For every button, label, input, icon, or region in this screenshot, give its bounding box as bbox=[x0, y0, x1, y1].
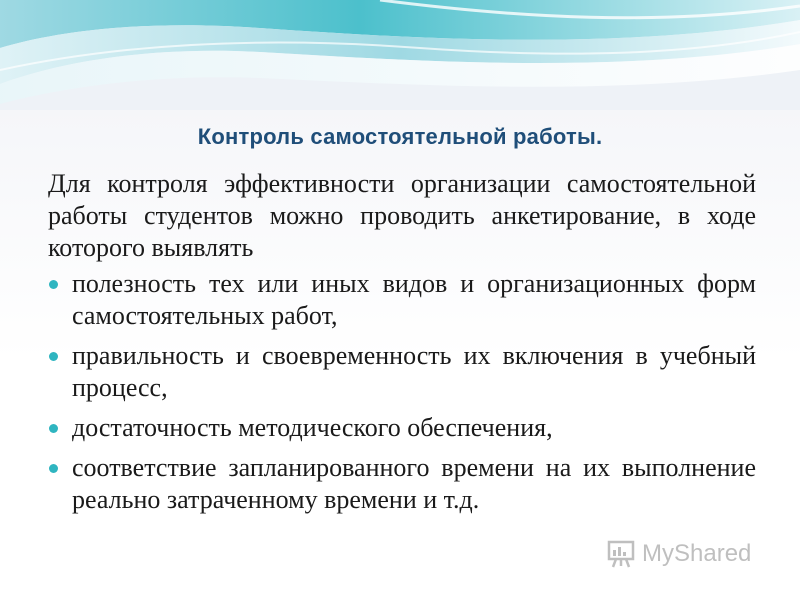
bullet-text: правильность и своевременность их включения в учебный процесс, bbox=[72, 341, 756, 402]
list-item bbox=[48, 452, 756, 516]
bullet-text: полезность тех или иных видов и организационных форм самостоятельных работ, bbox=[72, 269, 756, 330]
watermark bbox=[606, 536, 751, 572]
slide-body bbox=[48, 168, 756, 524]
list-item bbox=[48, 340, 756, 404]
bullet-text: достаточность методического обеспечения, bbox=[72, 413, 553, 442]
list-item bbox=[48, 412, 756, 444]
watermark-text: MyShared bbox=[642, 540, 752, 567]
slide-title: Контроль самостоятельной работы. bbox=[197, 124, 603, 149]
bullet-text: соответствие запланированного времени на их выполнение реально затраченному времени и т.д. bbox=[72, 453, 756, 514]
presentation-board-icon bbox=[606, 539, 636, 569]
decorative-wave-header bbox=[0, 0, 800, 110]
list-item bbox=[48, 268, 756, 332]
bullet-dot-icon bbox=[49, 352, 58, 361]
bullet-dot-icon bbox=[49, 280, 58, 289]
bullet-dot-icon bbox=[49, 464, 58, 473]
bullet-dot-icon bbox=[49, 424, 58, 433]
intro-paragraph: Для контроля эффективности организации самостоятельной работы студентов можно проводить анкетирование, в ходе которого выявлять bbox=[48, 169, 756, 262]
bullet-list bbox=[48, 268, 756, 516]
